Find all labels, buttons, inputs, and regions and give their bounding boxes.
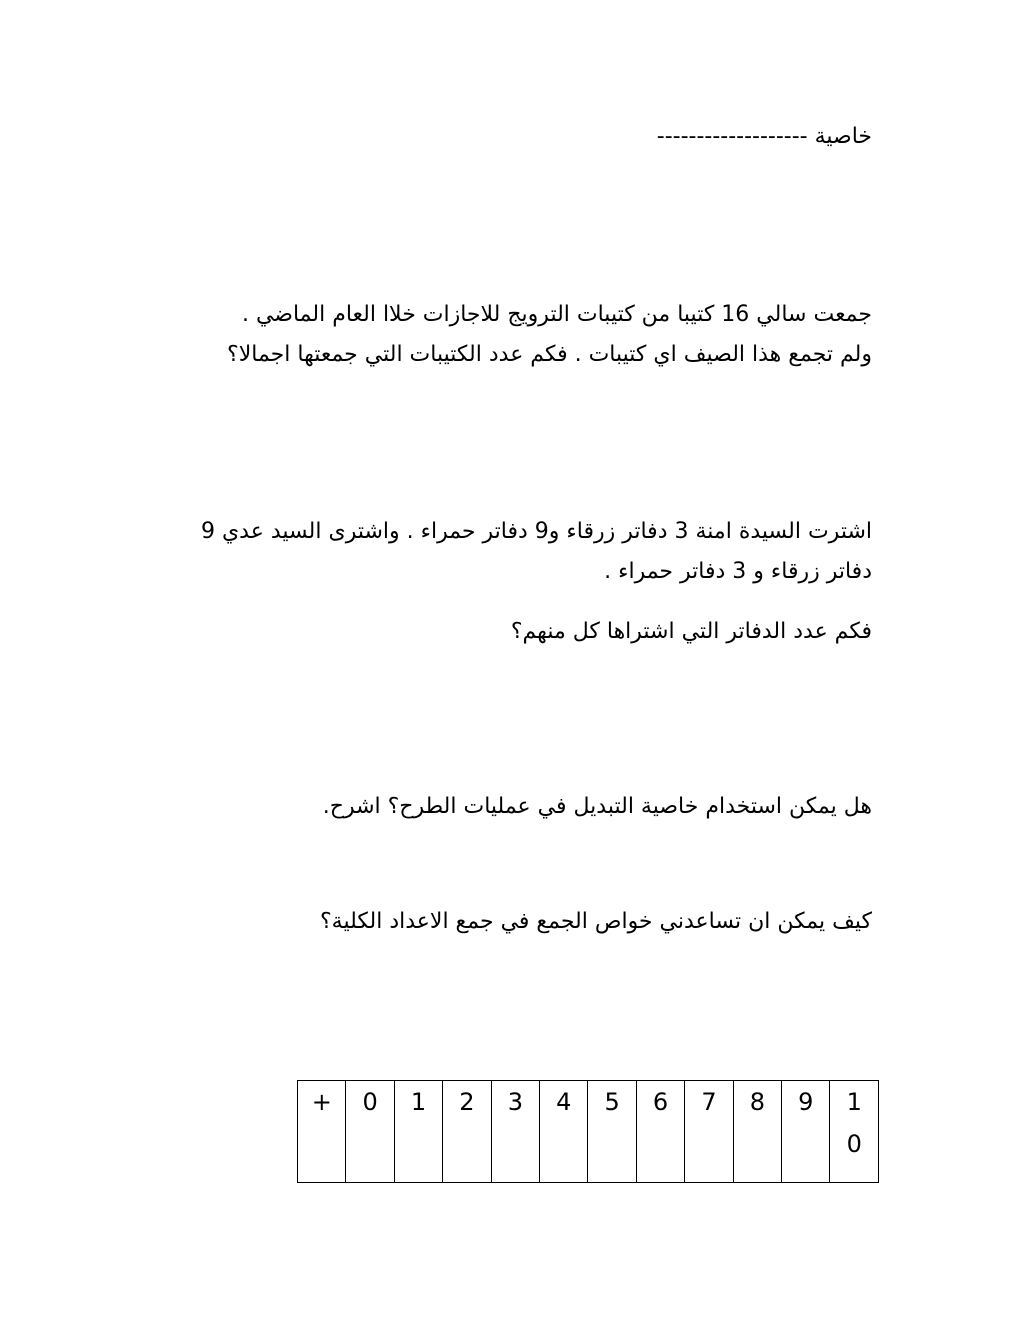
addition-table-header-cell: 9 bbox=[782, 1081, 830, 1183]
addition-table-header-cell: + bbox=[298, 1081, 346, 1183]
question-2-question: فكم عدد الدفاتر التي اشتراها كل منهم؟ bbox=[510, 619, 872, 644]
question-1-line-2: ولم تجمع هذا الصيف اي كتيبات . فكم عدد الكتيبات التي جمعتها اجمالا؟ bbox=[227, 342, 872, 367]
addition-table-header-cell: 7 bbox=[685, 1081, 733, 1183]
addition-table-header-cell: 0 bbox=[346, 1081, 394, 1183]
addition-table-header-cell: 6 bbox=[636, 1081, 684, 1183]
addition-table-header-cell: 1 bbox=[394, 1081, 442, 1183]
addition-table-header-cell: 2 bbox=[443, 1081, 491, 1183]
addition-table-header-row bbox=[298, 1081, 879, 1183]
question-4: كيف يمكن ان تساعدني خواص الجمع في جمع الاعداد الكلية؟ bbox=[319, 909, 872, 934]
addition-table bbox=[297, 1080, 879, 1183]
addition-table-header-cell: 4 bbox=[540, 1081, 588, 1183]
question-3: هل يمكن استخدام خاصية التبديل في عمليات الطرح؟ اشرح. bbox=[322, 794, 872, 819]
worksheet-title: خاصية ------------------- bbox=[656, 124, 872, 149]
addition-table-header-cell: 5 bbox=[588, 1081, 636, 1183]
addition-table-header-cell: 3 bbox=[491, 1081, 539, 1183]
question-2-paragraph: اشترت السيدة امنة 3 دفاتر زرقاء و9 دفاتر حمراء . واشترى السيد عدي 9 دفاتر زرقاء و 3 دفاتر حمراء . bbox=[200, 519, 872, 584]
question-1-line-1: جمعت سالي 16 كتيبا من كتيبات الترويج للاجازات خلاا العام الماضي . bbox=[241, 302, 872, 327]
addition-table-header-cell: 10 bbox=[830, 1081, 879, 1183]
addition-table-header-cell: 8 bbox=[733, 1081, 781, 1183]
